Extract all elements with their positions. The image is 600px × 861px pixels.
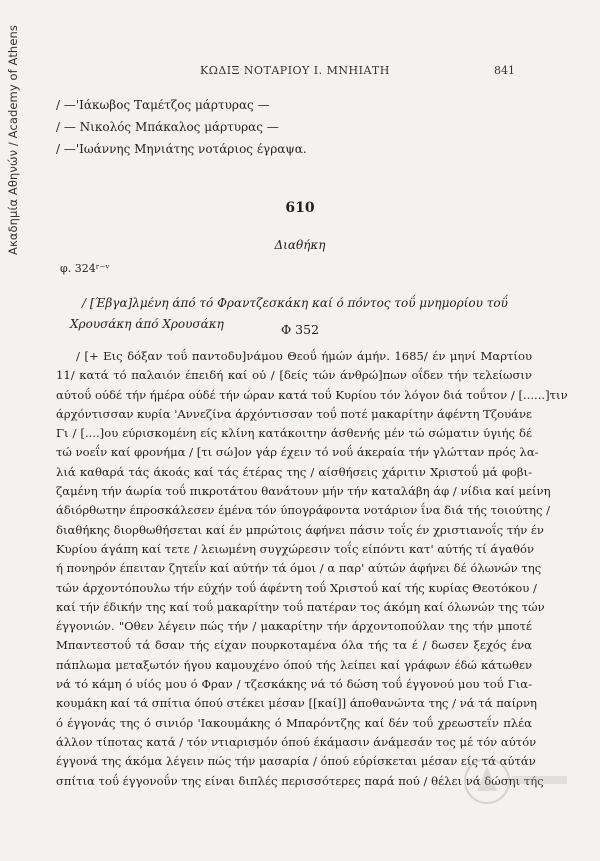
body-line: ή πονηρόν έπειταν ζητεΐν καί αύτήν τά όμοι / α παρ' αύτών άφήνει δέ όλωνών της	[56, 561, 542, 576]
body-line: Κυρίου άγάπη καί τετε / λειωμένη συγχώρεσιν τοΐς είπόντι κατ' αύτής τί άγαθόν	[56, 541, 534, 556]
body-line: έγγονιών. "Οθεν λέγειν πώς τήν / μακαρίτην τήν άρχοντοπούλαν της τήν μποτέ	[56, 619, 532, 634]
body-line: Μπαντεστοΰ τά δσαν τής είχαν πουρκοταμένα όλα τής τα έ / δωσεν ξεχός ένα	[56, 638, 532, 653]
body-line: λιά καθαρά τάς άκοάς καί τάς έτέρας της / αίσθήσεις χάριτιν Χριστοΰ μά φοβι-	[56, 464, 532, 479]
document-summary: / [Έβγα]λμένη άπό τό Φραντζεσκάκη καί ό πόντος τοΰ μνημορίου τοΰ Χρουσάκη άπό Χρουσάκη	[70, 296, 508, 331]
witness-line: / —'Ιωάννης Μηνιάτης νοτάριος έγραψα.	[56, 142, 307, 156]
body-line: τών άρχοντόπουλω τήν εύχήν τοΰ άφέντη τοΰ Χριστοΰ καί τής κυρίας Θεοτόκου /	[56, 580, 537, 595]
body-line: άρχόντισσαν κυρία 'Αννεζίνα άρχόντισσαν τοΰ ποτέ μακαρίτην άφέντη Τζουάνε	[56, 406, 533, 421]
academy-watermark-icon	[462, 746, 572, 816]
side-archive-label: Ακαδημία Αθηνών / Academy of Athens	[6, 25, 20, 255]
body-line: άλλον τίποτας κατά / τόν ντιαρισμόν όπού έκάμασιν άνάμεσάν τος μέ τόν αύτόν	[56, 734, 537, 749]
body-line: διαθήκης διορθωθήσεται καί έν μπρώτοις άφήνει πάσιν τοΐς έν χριστιανοΐς τήν έν	[56, 522, 544, 537]
document-number: 610	[285, 200, 315, 216]
body-line: / [+ Εις δόξαν τοΰ παντοδυ]νάμου Θεοΰ ήμών άμήν. 1685/ έν μηνί Μαρτίου	[76, 349, 532, 363]
body-line: πάπλωμα μεταξωτόν ήγου καμουχένο όπού τής λείπει καί γράφων έδώ κάτωθεν	[56, 657, 532, 672]
witness-line: / — Νικολός Μπάκαλος μάρτυρας —	[56, 120, 279, 134]
body-line: σπίτια τοΰ έγγονοΰν της είναι διπλές περισσότερες παρά πού / θέλει νά δώσηι τής	[56, 773, 544, 788]
body-line: 11/ κατά τό παλαιόν έπειδή καί ού / [δείς τών άνθρώ]πων οΐδεν τήν τελείωσιν	[56, 368, 532, 383]
archive-reference: Φ 352	[280, 322, 320, 337]
document-body	[56, 347, 568, 791]
running-head: ΚΩΔΙΞ ΝΟΤΑΡΙΟΥ Ι. ΜΝΗΙΑΤΗ	[200, 64, 390, 77]
body-line: αύτοΰ ούδέ τήν ήμέρα ούδέ τήν ώραν κατά τοΰ Κυρίου τόν λόγον διά τοΰτον / [......]τιν	[56, 387, 568, 402]
body-line: καί τήν έδικήν της καί τοΰ μακαρίτην τοΰ πατέραν τος άκόμη καί όλωνών της τών	[56, 599, 545, 614]
body-line: νά τό κάμη ό υίός μου ό Φραν / τζεσκάκης νά τό δώση τοΰ έγγονού μου τοΰ Για-	[56, 677, 532, 692]
body-line: ό έγγονάς της ό σινιόρ 'Ιακουμάκης ό Μπαρόντζης καί δέν τοΰ χρεωστεΐν πλέα	[56, 715, 532, 730]
body-line: Γι / [....]ου εύρισκομένη είς κλίνη κατάκοιτην άσθενής μέν τώ σώματιν ύγιής δέ	[56, 426, 532, 441]
document-type: Διαθήκη	[274, 238, 326, 252]
folio-reference: φ. 324ʳ⁻ᵛ	[60, 262, 110, 275]
body-line: έγγονά της άκόμα λέγειν πώς τήν μασαρία / όπού εύρίσκεται μέσαν είς τά αύτάν	[56, 754, 536, 769]
page-number: 841	[494, 64, 515, 77]
body-line: άδιόρθωτην έπροσκάλεσεν έμένα τόν ύπογράφοντα νοτάριον ΐνα διά τής τοιούτης /	[56, 503, 551, 518]
body-line: τώ νοεΐν καί φρονήμα / [τι σώ]ον γάρ έχειν τό νοΰ άκεραία τήν γλώτταν πρός λα-	[56, 445, 539, 460]
body-line: κουμάκη καί τά σπίτια όπού στέκει μέσαν [[καί]] άποθανώντα της / νά τά παίρνη	[56, 696, 537, 711]
witness-line: / —'Ιάκωβος Ταμέτζος μάρτυρας —	[56, 98, 270, 112]
body-line: ζαμένη τήν άωρία τοΰ πικροτάτου θανάτουν μήν τήν καταλάβη άφ / νίδια καί μείνη	[56, 484, 551, 499]
